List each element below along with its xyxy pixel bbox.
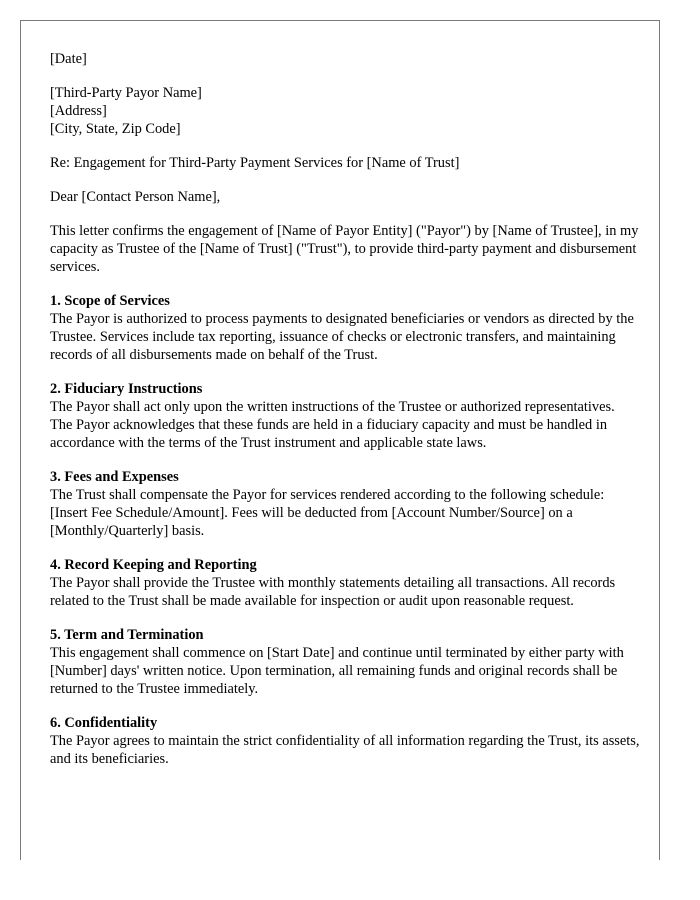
recipient-address: [Address] [50, 103, 107, 119]
section-heading: 6. Confidentiality [50, 715, 158, 731]
section-body: This engagement shall commence on [Start Date] and continue until terminated by either party with [Number] days' written notice. Upon termination, all remaining funds and original records shall be returned to the Trustee immediately. [50, 645, 624, 697]
section-body: The Payor shall act only upon the written instructions of the Trustee or authorized representatives. The Payor acknowledges that these funds are held in a fiduciary capacity and must be handled in accordance with the terms of the Trust instrument and applicable state laws. [50, 399, 615, 451]
section-confidentiality [50, 714, 640, 768]
recipient-block [50, 84, 640, 138]
recipient-city-state-zip: [City, State, Zip Code] [50, 121, 181, 137]
section-fees-and-expenses [50, 468, 640, 540]
section-body: The Payor agrees to maintain the strict confidentiality of all information regarding the Trust, its assets, and its beneficiaries. [50, 733, 640, 767]
letter-date: [Date] [50, 51, 87, 67]
subject-line: Re: Engagement for Third-Party Payment Services for [Name of Trust] [50, 155, 460, 171]
section-record-keeping [50, 556, 640, 610]
section-scope-of-services [50, 292, 640, 364]
section-body: The Payor is authorized to process payments to designated beneficiaries or vendors as directed by the Trustee. Services include tax reporting, issuance of checks or electronic transfers, and maintaining records of all disbursements made on behalf of the Trust. [50, 311, 634, 363]
section-fiduciary-instructions [50, 380, 640, 452]
section-heading: 4. Record Keeping and Reporting [50, 557, 257, 573]
recipient-name: [Third-Party Payor Name] [50, 85, 202, 101]
letter-page [20, 20, 660, 860]
intro-paragraph: This letter confirms the engagement of [Name of Payor Entity] ("Payor") by [Name of Trustee], in my capacity as Trustee of the [Name of Trust] ("Trust"), to provide third-party payment and disbursement services. [50, 223, 639, 275]
section-heading: 3. Fees and Expenses [50, 469, 179, 485]
section-heading: 1. Scope of Services [50, 293, 170, 309]
letter-content [50, 50, 640, 784]
section-heading: 2. Fiduciary Instructions [50, 381, 203, 397]
section-term-and-termination [50, 626, 640, 698]
salutation: Dear [Contact Person Name], [50, 189, 221, 205]
section-body: The Payor shall provide the Trustee with monthly statements detailing all transactions. All records related to the Trust shall be made available for inspection or audit upon reasonable request. [50, 575, 616, 609]
section-body: The Trust shall compensate the Payor for services rendered according to the following schedule: [Insert Fee Schedule/Amount]. Fees will be deducted from [Account Number/Source] on a [Monthly/Quarterly] basis. [50, 487, 605, 539]
section-heading: 5. Term and Termination [50, 627, 204, 643]
